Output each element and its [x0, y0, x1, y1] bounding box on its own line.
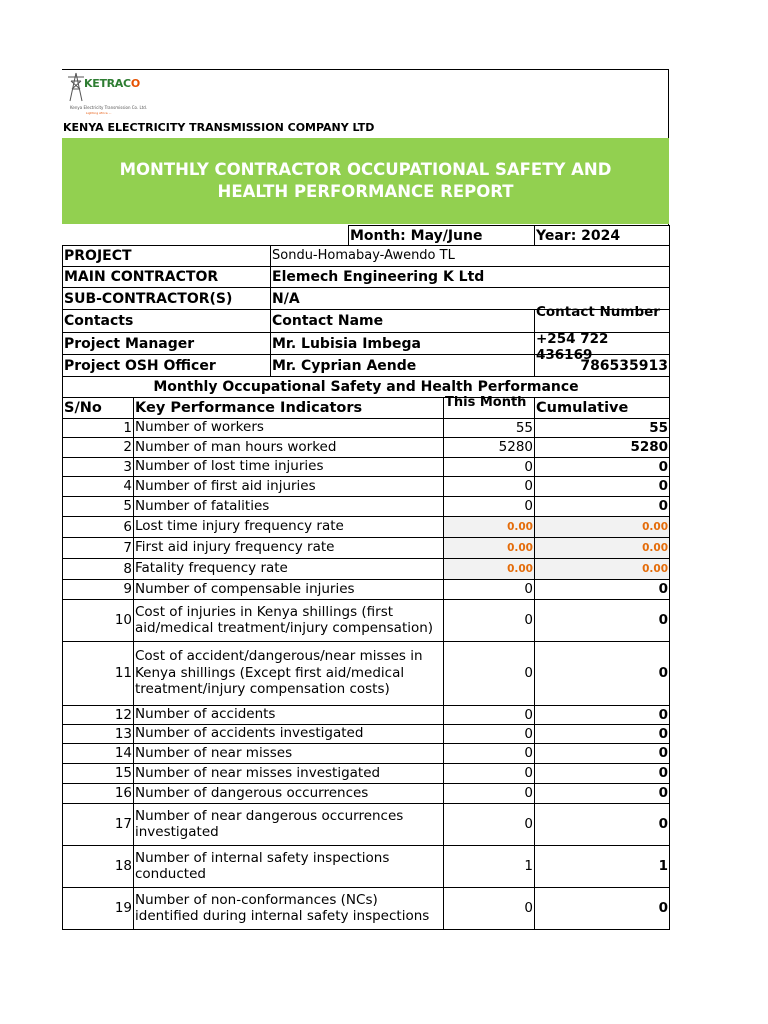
table-row	[63, 803, 670, 845]
kpi-label: Number of compensable injuries	[134, 579, 444, 599]
this-month-value: 0	[444, 457, 535, 476]
table-row	[63, 476, 670, 496]
kpi-label: Number of accidents	[134, 705, 444, 724]
pylon-icon	[66, 71, 86, 103]
row-number: 5	[63, 496, 134, 516]
pm-number: +254 722 436169	[536, 331, 609, 363]
table-row	[63, 783, 670, 803]
report-sheet	[62, 69, 669, 930]
cumulative-value: 0	[535, 803, 670, 845]
kpi-label: Fatality frequency rate	[134, 558, 444, 579]
osh-name: Mr. Cyprian Aende	[271, 355, 535, 377]
row-number: 11	[63, 641, 134, 705]
table-row	[63, 418, 670, 437]
row-number: 12	[63, 705, 134, 724]
cumulative-value: 0	[535, 579, 670, 599]
table-row	[63, 496, 670, 516]
this-month-value: 0	[444, 705, 535, 724]
row-number: 19	[63, 887, 134, 929]
contacts-label: Contacts	[63, 310, 271, 333]
report-title-band	[62, 138, 669, 224]
kpi-label: Number of near dangerous occurrences investigated	[134, 803, 444, 845]
this-month-value: 0	[444, 579, 535, 599]
row-number: 2	[63, 437, 134, 457]
main-contractor-value: Elemech Engineering K Ltd	[271, 267, 670, 288]
row-number: 15	[63, 763, 134, 783]
table-row	[63, 743, 670, 763]
col-sno: S/No	[63, 397, 134, 418]
cumulative-value: 0	[535, 641, 670, 705]
cumulative-value: 55	[535, 418, 670, 437]
this-month-value: 0	[444, 783, 535, 803]
project-value: Sondu-Homabay-Awendo TL	[271, 246, 670, 267]
table-row	[63, 705, 670, 724]
row-number: 6	[63, 516, 134, 537]
ketraco-logo	[64, 71, 150, 117]
kpi-label: Number of dangerous occurrences	[134, 783, 444, 803]
table-row	[63, 579, 670, 599]
row-number: 10	[63, 599, 134, 641]
table-row	[63, 437, 670, 457]
cumulative-value: 0.00	[535, 537, 670, 558]
cumulative-value: 0	[535, 724, 670, 743]
cumulative-value: 0	[535, 457, 670, 476]
this-month-value: 0	[444, 599, 535, 641]
cumulative-value: 5280	[535, 437, 670, 457]
sub-contractor-label: SUB-CONTRACTOR(S)	[63, 288, 271, 310]
kpi-label: Number of workers	[134, 418, 444, 437]
this-month-value: 55	[444, 418, 535, 437]
kpi-label: Number of man hours worked	[134, 437, 444, 457]
table-row	[63, 887, 670, 929]
kpi-label: Cost of injuries in Kenya shillings (first aid/medical treatment/injury compensation)	[134, 599, 444, 641]
osh-label: Project OSH Officer	[63, 355, 271, 377]
main-contractor-label: MAIN CONTRACTOR	[63, 267, 271, 288]
row-number: 1	[63, 418, 134, 437]
performance-table	[62, 377, 670, 930]
cumulative-value: 0	[535, 887, 670, 929]
row-number: 4	[63, 476, 134, 496]
row-number: 18	[63, 845, 134, 887]
osh-number: 786535913	[535, 355, 670, 377]
cumulative-value: 0	[535, 705, 670, 724]
table-row	[63, 558, 670, 579]
cumulative-value: 0	[535, 763, 670, 783]
cumulative-value: 0.00	[535, 558, 670, 579]
cumulative-value: 0.00	[535, 516, 670, 537]
logo-tagline: Lighting Africa ...	[86, 111, 112, 115]
kpi-label: Number of first aid injuries	[134, 476, 444, 496]
sub-contractor-value: N/A	[271, 288, 670, 310]
this-month-value: 1	[444, 845, 535, 887]
this-month-value: 5280	[444, 437, 535, 457]
row-number: 3	[63, 457, 134, 476]
logo-wordmark: KETRAC	[84, 77, 131, 90]
table-row	[63, 537, 670, 558]
this-month-value: 0	[444, 743, 535, 763]
kpi-label: Number of lost time injuries	[134, 457, 444, 476]
table-row	[63, 516, 670, 537]
cumulative-value: 0	[535, 476, 670, 496]
cumulative-value: 0	[535, 599, 670, 641]
month-cell: Month: May/June	[349, 226, 535, 246]
this-month-value: 0.00	[444, 516, 535, 537]
this-month-value: 0	[444, 803, 535, 845]
cumulative-value: 0	[535, 496, 670, 516]
col-cumulative: Cumulative	[535, 397, 670, 418]
kpi-label: Number of non-conformances (NCs) identified during internal safety inspections	[134, 887, 444, 929]
row-number: 9	[63, 579, 134, 599]
logo-wordmark-o: O	[130, 77, 140, 90]
table-row	[63, 724, 670, 743]
this-month-value: 0	[444, 763, 535, 783]
kpi-label: Number of internal safety inspections conducted	[134, 845, 444, 887]
kpi-label: Number of accidents investigated	[134, 724, 444, 743]
table-row	[63, 599, 670, 641]
this-month-value: 0	[444, 887, 535, 929]
table-row	[63, 845, 670, 887]
company-name: KENYA ELECTRICITY TRANSMISSION COMPANY LTD	[63, 121, 375, 134]
cumulative-value: 0	[535, 743, 670, 763]
report-header	[62, 69, 669, 225]
kpi-label: Cost of accident/dangerous/near misses in Kenya shillings (Except first aid/medical treatment/injury compensation costs)	[134, 641, 444, 705]
cumulative-value: 0	[535, 783, 670, 803]
table-row	[63, 763, 670, 783]
cumulative-value: 1	[535, 845, 670, 887]
table-row	[63, 641, 670, 705]
contact-number-header: Contact Number	[536, 304, 660, 320]
col-this-month: This Month	[445, 394, 527, 410]
contact-name-header: Contact Name	[271, 310, 535, 333]
this-month-value: 0.00	[444, 537, 535, 558]
kpi-label: Lost time injury frequency rate	[134, 516, 444, 537]
this-month-value: 0	[444, 724, 535, 743]
kpi-label: Number of fatalities	[134, 496, 444, 516]
project-label: PROJECT	[63, 246, 271, 267]
this-month-value: 0	[444, 641, 535, 705]
this-month-value: 0.00	[444, 558, 535, 579]
performance-rows	[63, 418, 670, 929]
row-number: 16	[63, 783, 134, 803]
year-cell: Year: 2024	[535, 226, 670, 246]
kpi-label: Number of near misses	[134, 743, 444, 763]
row-number: 7	[63, 537, 134, 558]
kpi-label: Number of near misses investigated	[134, 763, 444, 783]
report-title: MONTHLY CONTRACTOR OCCUPATIONAL SAFETY AND HEALTH PERFORMANCE REPORT	[119, 160, 612, 201]
kpi-label: First aid injury frequency rate	[134, 537, 444, 558]
col-kpi: Key Performance Indicators	[134, 397, 444, 418]
this-month-value: 0	[444, 496, 535, 516]
row-number: 13	[63, 724, 134, 743]
row-number: 17	[63, 803, 134, 845]
row-number: 8	[63, 558, 134, 579]
table-row	[63, 457, 670, 476]
project-info-table	[62, 225, 670, 377]
pm-label: Project Manager	[63, 333, 271, 355]
performance-section-title: Monthly Occupational Safety and Health Performance	[63, 377, 670, 397]
this-month-value: 0	[444, 476, 535, 496]
logo-subtitle: Kenya Electricity Transmission Co. Ltd.	[70, 105, 148, 110]
pm-name: Mr. Lubisia Imbega	[271, 333, 535, 355]
row-number: 14	[63, 743, 134, 763]
